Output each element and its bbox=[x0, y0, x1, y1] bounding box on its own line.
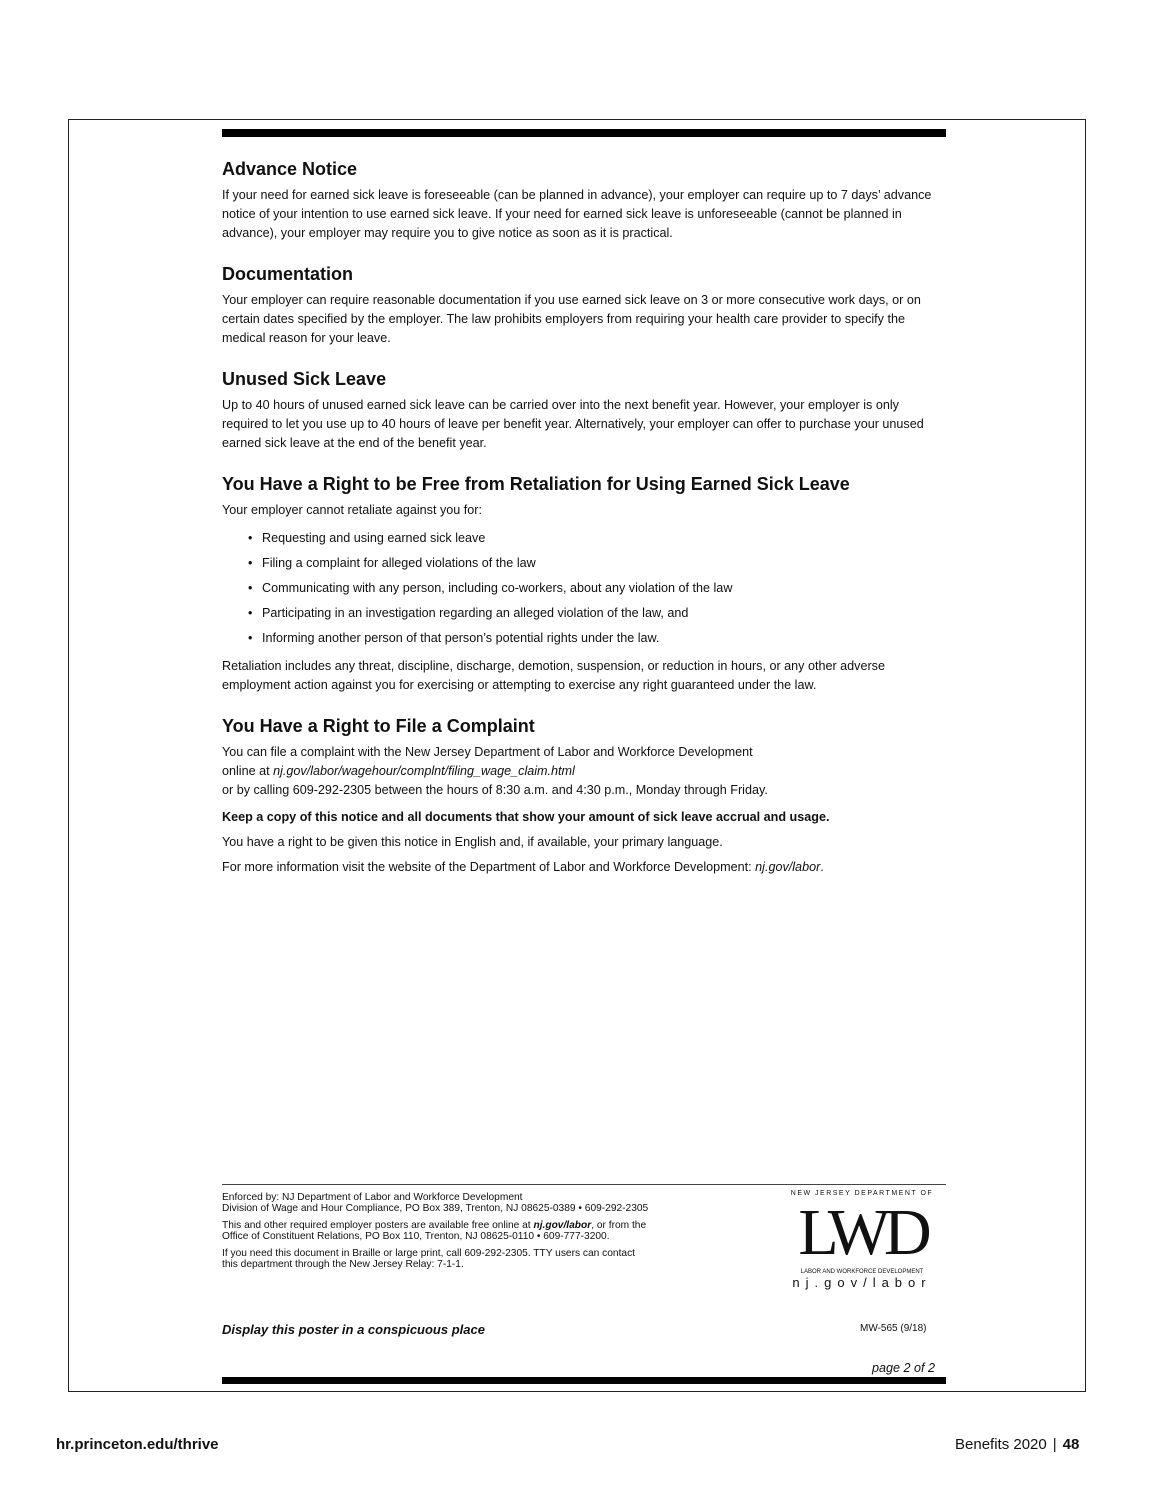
logo-top-text: NEW JERSEY DEPARTMENT OF bbox=[790, 1190, 934, 1197]
braille-line-1: If you need this document in Braille or large print, call 609-292-2305. TTY users can contact bbox=[222, 1248, 636, 1259]
list-item: • Requesting and using earned sick leave bbox=[248, 526, 946, 551]
unused-sick-leave-body: Up to 40 hours of unused earned sick leave can be carried over into the next benefit year. However, your employer is only required to let you use up to 40 hours of leave per benefit year. Alternatively, your employer can offer to purchase your unused earned sick leave at the end of the benefit year. bbox=[222, 398, 924, 450]
bottom-rule bbox=[222, 1377, 946, 1384]
complaint-line-3: or by calling 609-292-2305 between the hours of 8:30 a.m. and 4:30 p.m., Monday through Friday. bbox=[222, 783, 768, 797]
heading-complaint: You Have a Right to File a Complaint bbox=[222, 716, 535, 736]
top-rule bbox=[222, 129, 946, 137]
enforced-by bbox=[222, 1192, 742, 1214]
poster-footer-text bbox=[222, 1192, 742, 1276]
logo-sub-text: LABOR AND WORKFORCE DEVELOPMENT bbox=[800, 1269, 924, 1275]
enforced-line-1: Enforced by: NJ Department of Labor and Workforce Development bbox=[222, 1192, 523, 1203]
braille-line-2: this department through the New Jersey Relay: 7-1-1. bbox=[222, 1259, 464, 1270]
section-advance-notice bbox=[222, 158, 946, 243]
posters-link[interactable]: nj.gov/labor bbox=[533, 1220, 592, 1231]
complaint-url-link[interactable]: nj.gov/labor/wagehour/complnt/filing_wage_claim.html bbox=[273, 764, 575, 778]
logo-mark: LWD bbox=[798, 1196, 926, 1269]
retaliation-intro: Your employer cannot retaliate against you for: bbox=[222, 503, 482, 517]
keep-copy-notice: Keep a copy of this notice and all documents that show your amount of sick leave accrual and usage. bbox=[222, 810, 830, 824]
complaint-online-prefix: online at bbox=[222, 764, 274, 778]
posters-prefix: This and other required employer posters are available free online at bbox=[222, 1220, 534, 1231]
more-info-suffix: . bbox=[820, 860, 824, 874]
posters-suffix: , or from the bbox=[591, 1220, 647, 1231]
posters-line-1 bbox=[222, 1220, 742, 1231]
page-number: 48 bbox=[1062, 1436, 1080, 1453]
list-item: • Participating in an investigation regarding an alleged violation of the law, and bbox=[248, 601, 946, 626]
display-notice: Display this poster in a conspicuous place bbox=[222, 1322, 485, 1337]
retaliation-list bbox=[222, 526, 946, 651]
section-unused-sick-leave bbox=[222, 368, 946, 453]
site-url[interactable]: hr.princeton.edu/thrive bbox=[56, 1436, 219, 1453]
list-item: • Filing a complaint for alleged violations of the law bbox=[248, 551, 946, 576]
logo-url: nj.gov/labor bbox=[792, 1275, 932, 1290]
language-notice: You have a right to be given this notice in English and, if available, your primary language. bbox=[222, 835, 723, 849]
page-of: page 2 of 2 bbox=[872, 1361, 936, 1375]
section-documentation bbox=[222, 263, 946, 348]
posters-info bbox=[222, 1220, 742, 1242]
more-info-prefix: For more information visit the website of the Department of Labor and Workforce Development: bbox=[222, 860, 756, 874]
documentation-body: Your employer can require reasonable documentation if you use earned sick leave on 3 or more consecutive work days, or on certain dates specified by the employer. The law prohibits employers from requiring your health care provider to specify the medical reason for your leave. bbox=[222, 293, 921, 345]
heading-unused-sick-leave: Unused Sick Leave bbox=[222, 369, 387, 389]
enforced-line-2: Division of Wage and Hour Compliance, PO Box 389, Trenton, NJ 08625-0389 • 609-292-2305 bbox=[222, 1203, 649, 1214]
list-item: • Communicating with any person, including co-workers, about any violation of the law bbox=[248, 576, 946, 601]
poster-content bbox=[222, 158, 946, 897]
advance-notice-body: If your need for earned sick leave is foreseeable (can be planned in advance), your employer can require up to 7 days’ advance notice of your intention to use earned sick leave. If your need for earned sick leave is unforeseeable (cannot be planned in advance), your employer may require you to give notice as soon as it is practical. bbox=[222, 188, 932, 240]
section-complaint bbox=[222, 715, 946, 877]
complaint-line-1: You can file a complaint with the New Jersey Department of Labor and Workforce Development bbox=[222, 745, 753, 759]
complaint-line-2 bbox=[222, 762, 946, 781]
heading-advance-notice: Advance Notice bbox=[222, 159, 358, 179]
footer-separator: | bbox=[1052, 1436, 1057, 1453]
publication-footer bbox=[955, 1436, 1079, 1453]
section-retaliation bbox=[222, 473, 946, 695]
more-info-link[interactable]: nj.gov/labor bbox=[755, 860, 821, 874]
list-item: • Informing another person of that person’s potential rights under the law. bbox=[248, 626, 946, 651]
posters-line-2: Office of Constituent Relations, PO Box 110, Trenton, NJ 08625-0110 • 609-777-3200. bbox=[222, 1231, 610, 1242]
retaliation-outro: Retaliation includes any threat, discipline, discharge, demotion, suspension, or reduction in hours, or any other adverse employment action against you for exercising or attempting to exercise any right guaranteed under the law. bbox=[222, 659, 885, 692]
form-number: MW-565 (9/18) bbox=[860, 1323, 927, 1334]
heading-documentation: Documentation bbox=[222, 264, 354, 284]
footer-rule bbox=[222, 1184, 946, 1185]
braille-info bbox=[222, 1248, 742, 1270]
lwd-logo bbox=[786, 1190, 938, 1298]
more-info bbox=[222, 858, 946, 877]
complaint-text bbox=[222, 743, 946, 800]
heading-retaliation: You Have a Right to be Free from Retaliation for Using Earned Sick Leave bbox=[222, 474, 850, 494]
publication-title: Benefits 2020 bbox=[955, 1436, 1047, 1453]
